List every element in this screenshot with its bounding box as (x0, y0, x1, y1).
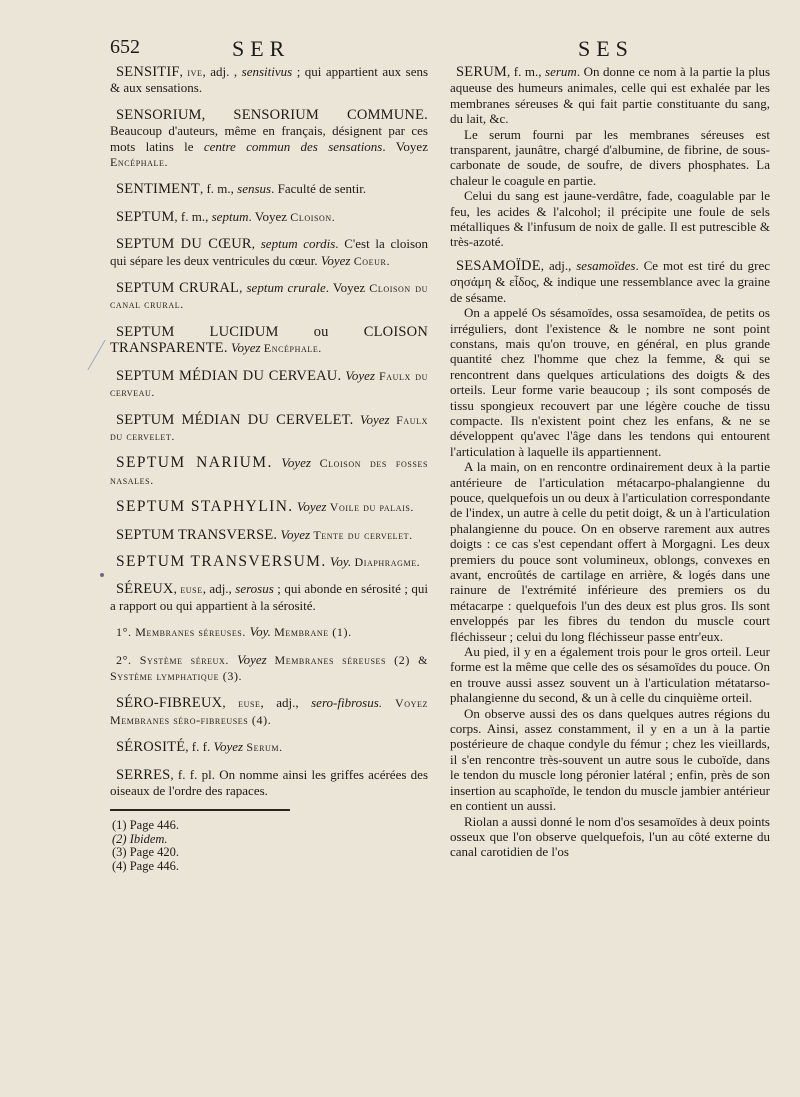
cross-reference: Coeur. (353, 253, 391, 268)
entry-serres: SERRES, f. f. pl. On nomme ainsi les griffes acérées des oiseaux de l'ordre des rapaces. (110, 766, 428, 798)
page-number: 652 (110, 36, 140, 58)
entry-sereux: SÉREUX, euse, adj., serosus ; qui abonde en sérosité ; qui a rapport ou qui appartient à la sérosité. (110, 581, 429, 613)
paragraph: Celui du sang est jaune-verdâtre, fade, coagulable par le feu, les acides & l'alcohol; il précipite une foule de sels métalliques & l'infusum de noix de galle. Il est putrescible & très-azoté. (450, 188, 770, 250)
entry-septum-narium: SEPTUM NARIUM. Voyez Cloison des fosses nasales. (110, 454, 428, 487)
entry-headword: SEPTUM TRANSVERSUM. (116, 552, 327, 570)
entry-headword: SESAMOÏDE (456, 257, 541, 274)
entry-headword: SÉREUX (116, 581, 174, 598)
entry-septum-du-coeur: SEPTUM DU CŒUR, septum cordis. C'est la cloison qui sépare les deux ventricules du cœur. Voyez Coeur. (110, 236, 429, 268)
entry-headword: SERUM (456, 64, 507, 80)
paragraph: On a appelé Os sésamoïdes, ossa sesamoïdea, de petits os irréguliers, dont l'existence & le nombre ne sont point constans, mais qu'on trouve, en général, en plus grande quantité chez l'homme que chez la femme, & qui se rencontrent dans quelques articulations des doigts & des orteils. Leur forme varie beaucoup ; ils sont composés de tissu spongieux recouvert par une légère couche de tissu compacte. Ils n'existent point chez les enfans, & ne se développent qu'avec l'âge dans les tendons qui entourent l'articulation à laquelle ils appartiennent. (450, 305, 770, 459)
running-header (0, 36, 800, 66)
entry-septum: SEPTUM, f. m., septum. Voyez Cloison. (116, 208, 336, 225)
paragraph: Riolan a aussi donné le nom d'os sesamoïdes à deux points osseux que l'on observe quelquefois, l'un au côté externe du canal carotidien de l'os (450, 813, 770, 860)
paragraph: On observe aussi des os dans quelques autres régions du corps. Ainsi, assez constamment, il y en a un à la partie postérieure de chaque condyle du fémur ; chez les vieillards, il s'en rencontre très-souvent un autre sous le cuboïde, dans le tendon du muscle long péronier latéral ; enfin, près de son insertion au scaphoïde, le tendon du muscle jambier antérieur en contient un aussi. (450, 705, 770, 814)
left-running-title: SER (232, 36, 291, 61)
footnote: (1) Page 446. (112, 818, 179, 833)
entry-septum-lucidum: SEPTUM LUCIDUM ou CLOISON TRANSPARENTE. Voyez Encéphale. (110, 323, 428, 357)
entry-sero-fibreux: SÉRO-FIBREUX, euse, adj., sero-fibrosus. Voyez Membranes séro-fibreuses (4). (110, 695, 429, 727)
entry-sentiment: SENTIMENT, f. m., sensus. Faculté de sentir. (116, 181, 367, 198)
entry-septum-transverse: SEPTUM TRANSVERSE. Voyez Tente du cervelet. (116, 526, 413, 543)
entry-headword: SENTIMENT (116, 181, 200, 198)
cross-reference: Encéphale. (110, 155, 169, 170)
entry-septum-transversum: SEPTUM TRANSVERSUM. Voy. Diaphragme. (116, 552, 421, 570)
entry-septum-staphylin: SEPTUM STAPHYLIN. Voyez Voile du palais. (116, 498, 414, 516)
entry-headword: SÉRO-FIBREUX (116, 695, 223, 712)
cross-reference: Membranes séreuses (2) & Système lymphatique (3). (110, 652, 428, 683)
entry-headword: SEPTUM STAPHYLIN. (116, 498, 294, 516)
pencil-mark-icon (73, 340, 105, 370)
entry-headword: SEPTUM DU CŒUR (116, 236, 252, 253)
cross-reference: Tente du cervelet. (313, 527, 413, 542)
entry-headword: SEPTUM MÉDIAN DU CERVEAU. (116, 367, 342, 384)
cross-reference: Cloison du canal crural. (110, 281, 429, 312)
cross-reference: Voile du palais. (329, 500, 414, 515)
entry-septum-crural: SEPTUM CRURAL, septum crurale. Voyez Cloison du canal crural. (110, 280, 429, 312)
footnote: (2) Ibidem. (112, 831, 168, 846)
entry-serum: SERUM, f. m., serum. On donne ce nom à la partie la plus aqueuse des humeurs animales, celle qui est exhalée par les membranes séreuses & qui fait partie constituante du sang, du lait, &c. Le serum fourni par les membranes séreuses est transparent, jaunâtre, chargé d'albumine, de fibrine, de sous-carbonate de soude, de soufre, de divers phosphates. La chaleur le coagule en partie. Celui du sang est jaune-verdâtre, fade, coagulable par le feu, les acides & l'alcohol; il précipite une foule de sels métalliques & l'infusum de noix de galle. Il est putrescible & très-azoté. (450, 64, 770, 250)
entry-headword: SENSORIUM, SENSORIUM COMMUNE. (116, 106, 428, 123)
paragraph: Au pied, il y en a également trois pour le gros orteil. Leur forme est la même que celle des os sésamoïdes du pouce. On en trouve aussi assez souvent un à l'articulation métatarso-phalangienne du second, & un à celle du cinquième orteil. (450, 644, 770, 706)
entry-headword: SERRES (116, 766, 171, 783)
footnote-divider (110, 809, 290, 811)
cross-reference: Membrane (1). (274, 625, 352, 640)
entry-headword: SEPTUM LUCIDUM ou CLOISON TRANSPARENTE. (110, 323, 428, 357)
entry-headword: SEPTUM CRURAL (116, 280, 240, 297)
entry-serosite: SÉROSITÉ, f. f. Voyez Serum. (116, 739, 283, 756)
cross-reference: Cloison. (290, 209, 336, 224)
entry-sensorium: SENSORIUM, SENSORIUM COMMUNE. Beaucoup d'auteurs, même en français, désignent par ces mots latins le centre commun des sensations. Voyez Encéphale. (110, 106, 428, 170)
right-running-title: SES (578, 36, 634, 61)
entry-sesamoide: SESAMOÏDE, adj., sesamoïdes. Ce mot est tiré du grec σησάμη & εἶδος, & indique une ressemblance avec la graine de sésame. On a appelé Os sésamoïdes, ossa sesamoïdea, de petits os irréguliers, dont l'existence & le nombre ne sont point constans, mais qu'on trouve, en général, en plus grande quantité chez l'homme que chez la femme, & qui se rencontrent dans quelques articulations des doigts & des orteils. Leur forme varie beaucoup ; ils sont composés de tissu spongieux recouvert par une légère couche de tissu compacte. Ils n'existent point chez les enfans, & ne se développent qu'avec l'âge dans les tendons qui entourent l'articulation à laquelle ils appartiennent. A la main, on en rencontre ordinairement deux à la partie antérieure de l'articulation métacarpo-phalangienne du pouce, quelquefois un ou deux à l'articulation correspondante de l'index, un autre à celle du petit doigt, & un à l'articulation phalangienne du pouce. On en observe rarement aux autres doigts : ce cas s'est cependant offert à Morgagni. Les deux premiers du pouce sont volumineux, oblongs, convexes en avant, encroûtés de cartilage en arrière, & logés dans une rainure de l'extrémité inférieure des premiers os du métacarpe : quelquefois l'un des deux est plus gros. Ils sont enveloppés par les fibres du tendon du muscle court fléchisseur ; celui du long fléchisseur passe entr'eux. Au pied, il y en a également trois pour le gros orteil. Leur forme est la même que celle des os sésamoïdes du pouce. On en trouve aussi assez souvent un à l'articulation métatarso-phalangienne du second, & un à celle du cinquième orteil. On observe aussi des os dans quelques autres régions du corps. Ainsi, assez constamment, il y en a un à la partie postérieure de chaque condyle du fémur ; chez les vieillards, il s'en rencontre très-souvent un autre sous le cuboïde, dans le tendon du muscle long péronier latéral ; enfin, près de son insertion au scaphoïde, le tendon du muscle jambier antérieur en contient un aussi. Riolan a aussi donné le nom d'os sesamoïdes à deux points osseux que l'on observe quelquefois, l'un au côté externe du canal carotidien de l'os (450, 257, 770, 860)
paragraph: A la main, on en rencontre ordinairement deux à la partie antérieure de l'articulation métacarpo-phalangienne du pouce, quelquefois un ou deux à l'articulation correspondante de l'index, un autre à celle du petit doigt, & un à l'articulation phalangienne du pouce. On en observe rarement aux autres doigts : ce cas s'est cependant offert à Morgagni. Les deux premiers du pouce sont volumineux, oblongs, convexes en avant, encroûtés de cartilage en arrière, & logés dans une rainure de l'extrémité inférieure des premiers os du métacarpe : quelquefois l'un des deux est plus gros. Ils sont enveloppés par les fibres du tendon du muscle court fléchisseur ; celui du long fléchisseur passe entr'eux. (450, 459, 770, 644)
cross-reference: Faulx du cervelet. (110, 412, 429, 443)
entry-sereux-sub-1: 1°. Membranes séreuses. Voy. Membrane (1). (116, 624, 352, 640)
footnotes (110, 819, 428, 873)
entry-headword: SEPTUM NARIUM. (116, 454, 273, 472)
cross-reference: Cloison des fosses nasales. (110, 456, 428, 487)
footnote: (3) Page 420. (112, 845, 179, 860)
entry-headword: SÉROSITÉ (116, 739, 186, 756)
entry-headword: SEPTUM TRANSVERSE. (116, 526, 278, 543)
cross-reference: Diaphragme. (354, 554, 421, 569)
paragraph: Le serum fourni par les membranes séreuses est transparent, jaunâtre, chargé d'albumine, de fibrine, de sous-carbonate de soude, de soufre, de divers phosphates. La chaleur le coagule en partie. (450, 126, 770, 188)
cross-reference: Serum. (246, 740, 283, 755)
right-column (450, 64, 770, 868)
entry-septum-median-cerveau: SEPTUM MÉDIAN DU CERVEAU. Voyez Faulx du cerveau. (110, 367, 428, 400)
footnote: (4) Page 446. (112, 858, 179, 873)
entry-septum-median-cervelet: SEPTUM MÉDIAN DU CERVELET. Voyez Faulx du cervelet. (110, 411, 429, 443)
left-column (110, 64, 428, 873)
entry-headword: SEPTUM (116, 208, 175, 225)
entry-headword: SEPTUM MÉDIAN DU CERVELET. (116, 411, 354, 428)
entry-sereux-sub-2: 2°. Système séreux. Voyez Membranes séreuses (2) & Système lymphatique (3). (110, 651, 428, 683)
cross-reference: Faulx du cerveau. (110, 368, 428, 400)
entry-sensitif: SENSITIF, ive, adj. , sensitivus ; qui appartient aux sens & aux sensations. (110, 64, 429, 96)
cross-reference: Encéphale. (263, 341, 322, 356)
ink-dot-icon (100, 573, 104, 577)
entry-headword: SENSITIF (116, 64, 180, 80)
